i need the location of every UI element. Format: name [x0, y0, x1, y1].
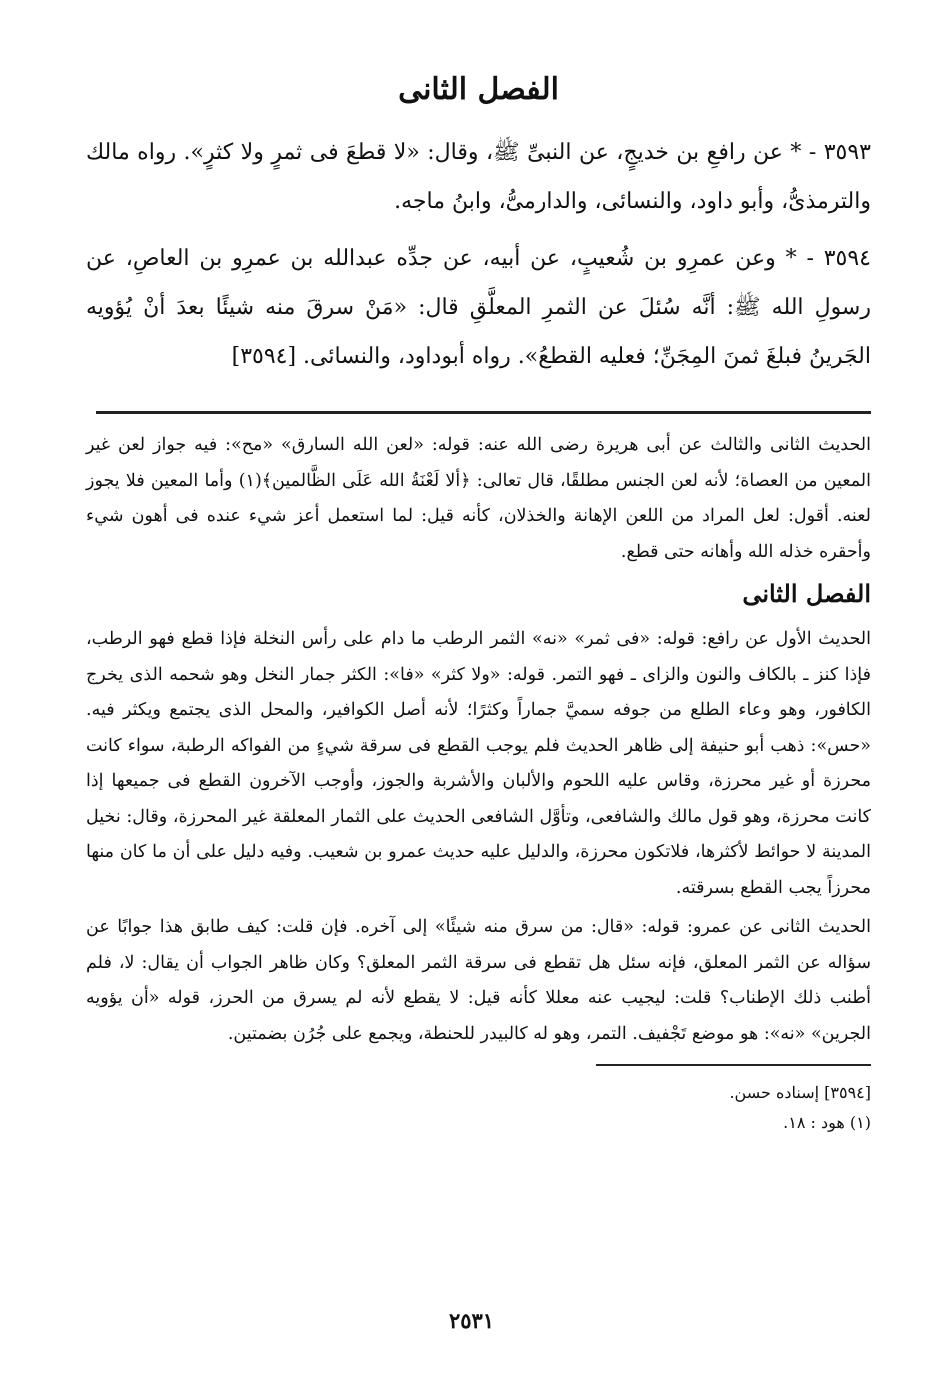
footnote-divider: [596, 1064, 871, 1066]
hadith-3593: ٣٥٩٣ - * عن رافعِ بن خديجٍ، عن النبىِّ ﷺ، وقال: «لا قطعَ فى ثمرٍ ولا كثرٍ». رواه مالك والترمذىُّ، وأبو داود، والنسائى، والدارمىُّ، وابنُ ماجه.: [86, 140, 871, 214]
page-number: ٢٥٣١: [448, 1308, 495, 1333]
commentary-heading: الفصل الثانى: [742, 579, 871, 608]
footnote-quran-ref: (١) هود : ١٨.: [783, 1113, 871, 1132]
chapter-title: الفصل الثانى: [398, 72, 559, 107]
commentary-intro: الحديث الثانى والثالث عن أبى هريرة رضى الله عنه: قوله: «لعن الله السارق» «مح»: فيه جواز لعن غير المعين من العصاة؛ لأنه لعن الجنس مطلقًا، قال تعالى: ﴿ألا لَعْنَةُ الله عَلَى الظَّالمين﴾(١) وأما المعين فلا يجوز لعنه. أقول: لعل المراد من اللعن الإهانة والخذلان، كأنه قيل: لما استعمل أعز شيء عنده فى أهون شيء وأحقره خذله الله وأهانه حتى قطع.: [86, 435, 872, 562]
hadith-3594: ٣٥٩٤ - * وعن عمرِو بن شُعيبٍ، عن أبيه، عن جدِّه عبدالله بن عمرِو بن العاصِ، عن رسولِ الله ﷺ: أنَّه سُئلَ عن الثمرِ المعلَّقِ قال: «مَنْ سرقَ منه شيئًا بعدَ أنْ يُؤويه الجَرينُ فبلغَ ثمنَ المِجَنِّ؛ فعليه القطعُ». رواه أبوداود، والنسائى. [٣٥٩٤]: [86, 246, 871, 369]
commentary-paragraph: الحديث الثانى عن عمرو: قوله: «قال: من سرق منه شيئًا» إلى آخره. فإن قلت: كيف طابق هذا جوابًا عن سؤاله عن الثمر المعلق، فإنه سئل هل تقطع فى سرقة الثمر المعلق؟ وكان ظاهر الجواب أن يقال: لا، فلم أطنب ذلك الإطناب؟ قلت: ليجيب عنه معللا كأنه قيل: لا يقطع لأنه لم يسرق من الحرز، قوله «أن يؤويه الجرين» «نه»: هو موضع تَجْفيف. التمر، وهو له كالبيدر للحنطة، ويجمع على جُرُن بضمتين.: [86, 917, 871, 1044]
footnote-isnad: [٣٥٩٤] إسناده حسن.: [729, 1083, 871, 1102]
commentary-paragraph: الحديث الأول عن رافع: قوله: «فى ثمر» «نه» الثمر الرطب ما دام على رأس النخلة فإذا قطع فهو الرطب، فإذا كنز ـ بالكاف والنون والزاى ـ فهو التمر. قوله: «ولا كثر» «فا»: الكثر جمار النخل وهو شحمه الذى يخرج الكافور، وهو وعاء الطلع من جوفه سميَّ جماراً وكثرًا؛ لأنه أصل الكوافير، والمحل الذى يجتمع ويكثر فيه. «حس»: ذهب أبو حنيفة إلى ظاهر الحديث فلم يوجب القطع فى سرقة شيءٍ من الفواكه الرطبة، سواء كانت محرزة أو غير محرزة، وقاس عليه اللحوم والألبان والأشربة والجوز، وأوجب الآخرون القطع فى جميعها إذا كانت محرزة، وهو قول مالك والشافعى، وتأوَّل الشافعى الحديث على الثمار المعلقة غير المحرزة، وقال: نخيل المدينة لا حوائط لأكثرها، فلاتكون محرزة، والدليل عليه حديث عمرو بن شعيب. وفيه دليل على أن ما كان منها محرزاً يجب القطع بسرقته.: [86, 629, 871, 898]
text-divider: [96, 411, 871, 414]
